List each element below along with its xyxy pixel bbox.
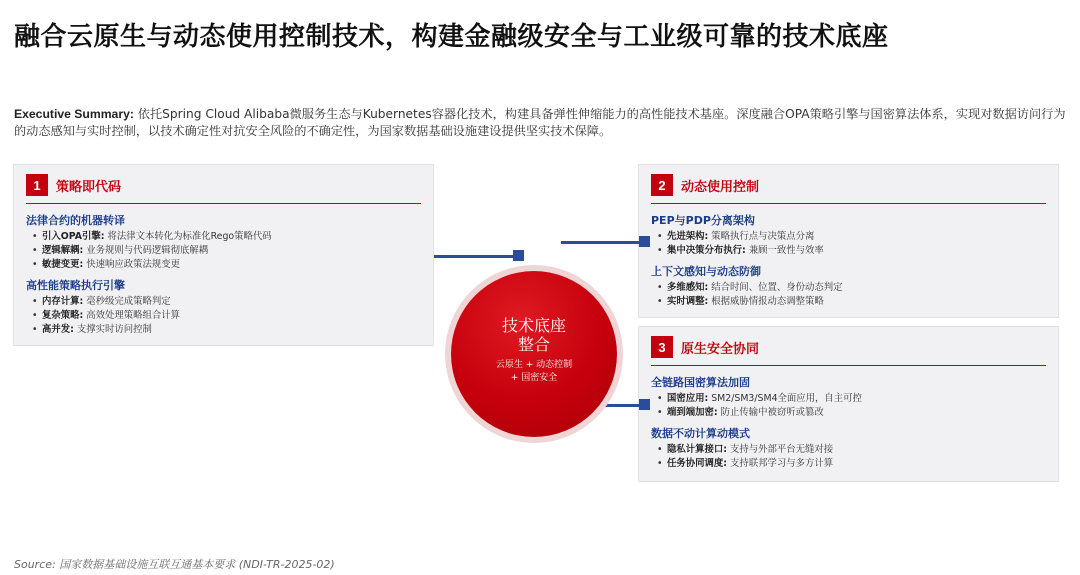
- bullet-icon: •: [32, 296, 38, 307]
- center-title-line1: 技术底座: [501, 316, 566, 335]
- list-item: [651, 295, 1048, 309]
- section-heading: 数据不动计算动模式: [651, 427, 750, 440]
- card-dynamic-usage-control: [638, 164, 1059, 318]
- bullet-icon: •: [657, 444, 663, 455]
- item-text: 兼顾一致性与效率: [745, 245, 824, 256]
- bullet-icon: •: [657, 296, 663, 307]
- center-hub-circle: [451, 271, 617, 437]
- card-title: 原生安全协同: [681, 341, 760, 357]
- card-policy-as-code: [13, 164, 434, 346]
- card-header: [651, 336, 759, 358]
- item-key: 集中决策分布执行:: [667, 245, 746, 256]
- item-text: 支持联邦学习与多方计算: [727, 458, 834, 469]
- item-text: SM2/SM3/SM4全面应用，自主可控: [708, 393, 862, 404]
- connector-node-left: [513, 250, 524, 261]
- card-divider: [26, 203, 421, 204]
- item-text: 防止传输中被窃听或篡改: [717, 407, 824, 418]
- item-key: 复杂策略:: [42, 310, 84, 321]
- section-heading: 上下文感知与动态防御: [651, 265, 761, 278]
- list-item: [651, 406, 1048, 420]
- item-text: 将法律文本转化为标准化Rego策略代码: [104, 231, 272, 242]
- bullet-icon: •: [657, 231, 663, 242]
- bullet-icon: •: [657, 282, 663, 293]
- bullet-icon: •: [657, 393, 663, 404]
- item-key: 任务协同调度:: [667, 458, 727, 469]
- item-text: 根据威胁情报动态调整策略: [708, 296, 824, 307]
- card-number-badge: 2: [651, 174, 673, 196]
- item-text: 毫秒级完成策略判定: [83, 296, 171, 307]
- card-number-badge: 1: [26, 174, 48, 196]
- connector-node-top-right: [639, 236, 650, 247]
- list-item: [26, 309, 423, 323]
- connector-line-top-right: [561, 241, 643, 244]
- item-text: 策略执行点与决策点分离: [708, 231, 815, 242]
- bullet-icon: •: [657, 407, 663, 418]
- list-item: [26, 230, 423, 244]
- connector-node-bottom-right: [639, 399, 650, 410]
- card-native-security-synergy: [638, 326, 1059, 482]
- list-item: [651, 281, 1048, 295]
- center-subtitle-line2: + 国密安全: [510, 373, 558, 383]
- bullet-icon: •: [32, 231, 38, 242]
- section-heading: 法律合约的机器转译: [26, 214, 125, 227]
- item-text: 支持与外部平台无缝对接: [727, 444, 834, 455]
- bullet-icon: •: [32, 324, 38, 335]
- item-key: 隐私计算接口:: [667, 444, 727, 455]
- card-header: [651, 174, 759, 196]
- center-title-line2: 整合: [517, 335, 550, 354]
- item-key: 实时调整:: [667, 296, 709, 307]
- connector-line-left: [434, 255, 522, 258]
- list-item: [651, 244, 1048, 258]
- section-heading: 全链路国密算法加固: [651, 376, 750, 389]
- bullet-icon: •: [657, 245, 663, 256]
- summary-text: 依托Spring Cloud Alibaba微服务生态与Kubernetes容器化技术，构建具备弹性伸缩能力的高性能技术基座。深度融合OPA策略引擎与国密算法体系，实现对数据访问行为的动态感知与实时控制，以技术确定性对抗安全风险的不确定性，为国家数据基础设施建设提供坚实技术保障。: [14, 107, 1066, 138]
- item-key: 端到端加密:: [667, 407, 718, 418]
- list-item: [26, 295, 423, 309]
- page-title: 融合云原生与动态使用控制技术，构建金融级安全与工业级可靠的技术底座: [14, 22, 889, 52]
- card-body: [651, 371, 1048, 471]
- item-text: 结合时间、位置、身份动态判定: [708, 282, 843, 293]
- bullet-icon: •: [657, 458, 663, 469]
- list-item: [26, 244, 423, 258]
- card-divider: [651, 365, 1046, 366]
- item-key: 内存计算:: [42, 296, 84, 307]
- card-body: [26, 209, 423, 337]
- item-key: 敏捷变更:: [42, 259, 84, 270]
- section-heading: 高性能策略执行引擎: [26, 279, 125, 292]
- card-body: [651, 209, 1048, 309]
- summary-label: Executive Summary:: [14, 107, 134, 121]
- list-item: [651, 392, 1048, 406]
- bullet-icon: •: [32, 310, 38, 321]
- card-title: 动态使用控制: [681, 179, 760, 195]
- item-text: 支撑实时访问控制: [73, 324, 152, 335]
- bullet-icon: •: [32, 245, 38, 256]
- list-item: [651, 457, 1048, 471]
- executive-summary: [14, 106, 1074, 140]
- card-number-badge: 3: [651, 336, 673, 358]
- bullet-icon: •: [32, 259, 38, 270]
- item-key: 逻辑解耦:: [42, 245, 84, 256]
- card-header: [26, 174, 121, 196]
- item-text: 高效处理策略组合计算: [83, 310, 180, 321]
- list-item: [651, 230, 1048, 244]
- item-key: 引入OPA引擎:: [42, 231, 105, 242]
- list-item: [26, 323, 423, 337]
- item-key: 国密应用:: [667, 393, 709, 404]
- card-divider: [651, 203, 1046, 204]
- item-text: 快速响应政策法规变更: [83, 259, 180, 270]
- source-note: Source: 国家数据基础设施互联互通基本要求 (NDI-TR-2025-02): [14, 558, 335, 571]
- item-key: 高并发:: [42, 324, 74, 335]
- card-title: 策略即代码: [56, 179, 122, 195]
- list-item: [651, 443, 1048, 457]
- list-item: [26, 258, 423, 272]
- center-subtitle-line1: 云原生 + 动态控制: [495, 360, 573, 370]
- item-text: 业务规则与代码逻辑彻底解耦: [83, 245, 209, 256]
- section-heading: PEP与PDP分离架构: [651, 214, 755, 227]
- item-key: 先进架构:: [667, 231, 709, 242]
- item-key: 多维感知:: [667, 282, 709, 293]
